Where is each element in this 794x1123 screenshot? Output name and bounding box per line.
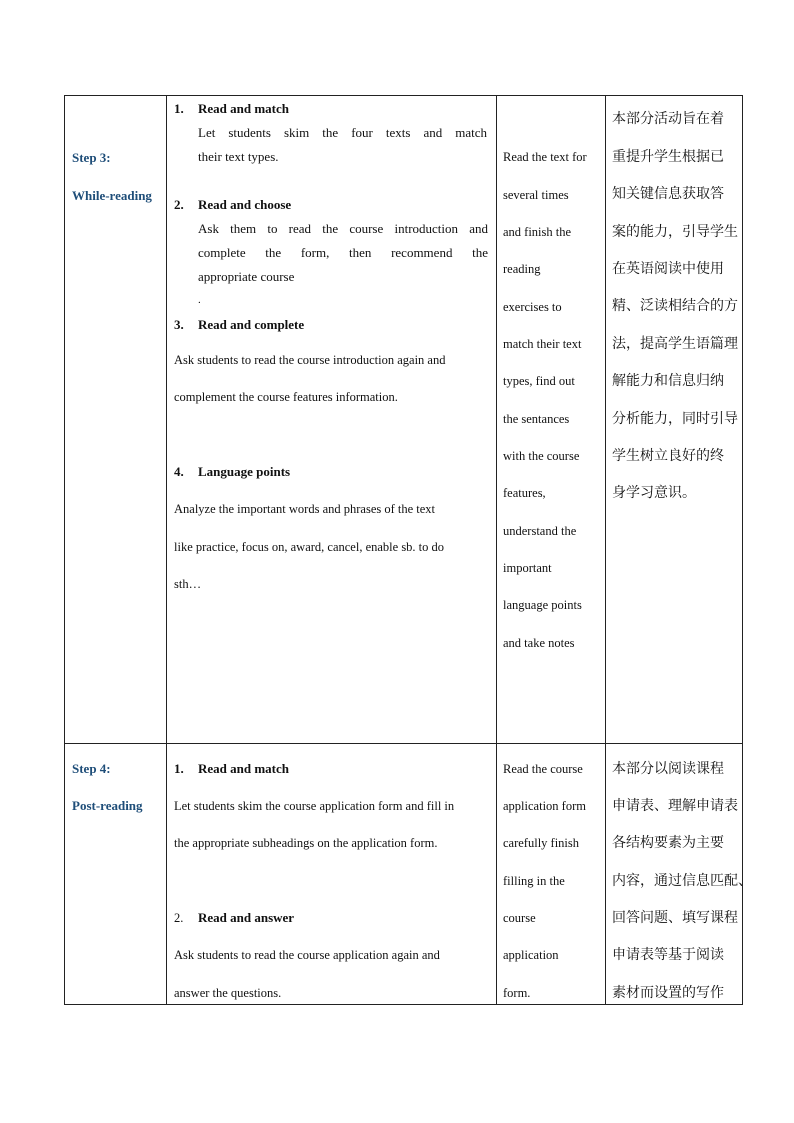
activity-text: Ask students to read the course introduction again and <box>174 353 446 367</box>
student-activity-line: several times <box>503 188 569 202</box>
activity-text: their text types. <box>198 149 279 164</box>
student-activity-line: and finish the <box>503 225 572 239</box>
activity-number: 2. <box>174 197 184 212</box>
table-border-left <box>64 95 65 1005</box>
student-activity-line: and take notes <box>503 636 575 650</box>
activity-title: Read and answer <box>198 910 295 925</box>
design-purpose-line: 知关键信息获取答 <box>612 186 724 202</box>
student-activity-line: the sentances <box>503 412 570 426</box>
student-activity-line: language points <box>503 598 582 612</box>
student-activity-line: match their text <box>503 337 582 351</box>
student-activity-line: carefully finish <box>503 836 580 850</box>
student-activity-line: application form <box>503 799 586 813</box>
design-purpose-line: 本部分以阅读课程 <box>612 761 724 777</box>
step-label: Step 4: <box>72 761 111 776</box>
activity-text: . <box>198 294 201 306</box>
design-purpose-line: 案的能力，引导学生 <box>612 224 738 240</box>
design-purpose-line: 法，提高学生语篇理 <box>612 336 738 352</box>
design-purpose-line: 回答问题、填写课程 <box>612 910 738 926</box>
student-activity-line: Read the text for <box>503 150 587 164</box>
student-activity-line: with the course <box>503 449 580 463</box>
student-activity-line: understand the <box>503 524 577 538</box>
activity-text: like practice, focus on, award, cancel, enable sb. to do <box>174 540 445 554</box>
activity-text: complement the course features information. <box>174 390 398 404</box>
activity-text: sth… <box>174 577 202 591</box>
student-activity-line: important <box>503 561 552 575</box>
activity-title: Read and match <box>198 761 290 776</box>
activity-number: 4. <box>174 464 184 479</box>
design-purpose-line: 本部分活动旨在着 <box>612 111 724 127</box>
design-purpose-line: 申请表等基于阅读 <box>612 947 724 963</box>
activity-text: Let students skim the four texts and match <box>198 125 487 140</box>
design-purpose-line: 在英语阅读中使用 <box>612 261 724 277</box>
design-purpose-line: 内容，通过信息匹配、 <box>612 873 752 889</box>
student-activity-line: filling in the <box>503 874 565 888</box>
student-activity-line: types, find out <box>503 374 575 388</box>
activity-text: the appropriate subheadings on the application form. <box>174 836 438 850</box>
design-purpose-line: 申请表、理解申请表 <box>612 798 738 814</box>
design-purpose-line: 身学习意识。 <box>612 485 696 501</box>
activity-text: Let students skim the course application form and fill in <box>174 799 455 813</box>
activity-text: Ask them to read the course introduction and <box>198 221 488 236</box>
activity-text: Ask students to read the course application again and <box>174 948 440 962</box>
student-activity-line: course <box>503 911 536 925</box>
column-divider-3 <box>605 95 606 1005</box>
student-activity-line: exercises to <box>503 300 562 314</box>
table-border-right <box>742 95 743 1005</box>
activity-text: answer the questions. <box>174 986 282 1000</box>
student-activity-line: form. <box>503 986 531 1000</box>
activity-text: complete the form, then recommend the <box>198 245 488 260</box>
activity-title: Read and complete <box>198 317 305 332</box>
design-purpose-line: 重提升学生根据已 <box>612 149 724 165</box>
student-activity-line: reading <box>503 262 541 276</box>
activity-text: Analyze the important words and phrases of the text <box>174 502 436 516</box>
activity-number: 1. <box>174 101 184 116</box>
step-label: Step 3: <box>72 150 111 165</box>
student-activity-line: Read the course <box>503 762 583 776</box>
column-divider-2 <box>496 95 497 1005</box>
design-purpose-line: 解能力和信息归纳 <box>612 373 724 389</box>
step-name: While-reading <box>72 188 152 203</box>
activity-title: Read and choose <box>198 197 292 212</box>
activity-title: Read and match <box>198 101 290 116</box>
design-purpose-line: 精、泛读相结合的方 <box>612 298 738 314</box>
activity-number: 2. <box>174 911 184 925</box>
student-activity-line: application <box>503 948 559 962</box>
design-purpose-line: 学生树立良好的终 <box>612 448 724 464</box>
design-purpose-line: 素材而设置的写作 <box>612 985 724 1001</box>
student-activity-line: features, <box>503 486 546 500</box>
activity-number: 1. <box>174 761 184 776</box>
column-divider-1 <box>166 95 167 1005</box>
step-name: Post-reading <box>72 798 143 813</box>
design-purpose-line: 各结构要素为主要 <box>612 835 724 851</box>
design-purpose-line: 分析能力，同时引导 <box>612 411 738 427</box>
activity-number: 3. <box>174 317 184 332</box>
activity-text: appropriate course <box>198 269 295 284</box>
activity-title: Language points <box>198 464 291 479</box>
